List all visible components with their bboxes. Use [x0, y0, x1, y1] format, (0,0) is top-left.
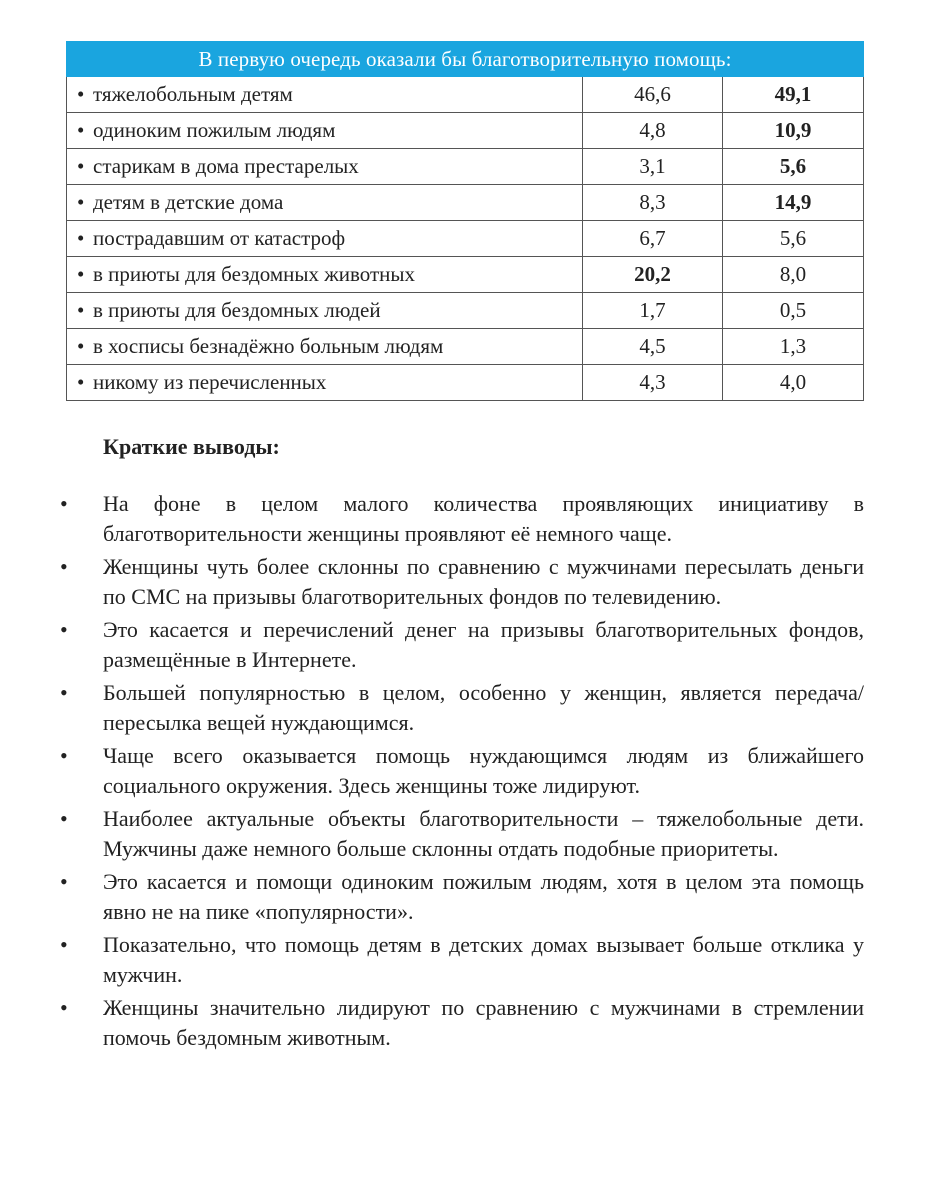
table-row	[67, 149, 864, 185]
value-cell-col1: 1,7	[583, 293, 723, 329]
conclusion-item	[60, 930, 864, 989]
row-label-cell	[67, 221, 583, 257]
value-cell-col2: 10,9	[723, 113, 864, 149]
table-row	[67, 77, 864, 113]
bullet-mark: •	[77, 190, 85, 214]
value-cell-col1: 8,3	[583, 185, 723, 221]
bullet-mark: •	[77, 226, 85, 250]
bullet-mark: •	[77, 262, 85, 286]
bullet-mark: •	[60, 743, 68, 768]
bullet-mark: •	[77, 154, 85, 178]
row-label: пострадавшим от катастроф	[93, 226, 346, 250]
conclusions-list	[60, 489, 864, 1056]
value-cell-col1: 20,2	[583, 257, 723, 293]
table-row	[67, 113, 864, 149]
conclusion-text: На фоне в целом малого количества проявляющих инициативу в благотворительности женщины проявляют её немного чаще.	[103, 491, 864, 546]
bullet-mark: •	[60, 617, 68, 642]
conclusion-text: Большей популярностью в целом, особенно у женщин, является передача/ пересылка вещей нуждающимся.	[103, 680, 864, 735]
row-label-cell	[67, 329, 583, 365]
row-label: тяжелобольным детям	[93, 82, 293, 106]
value-cell-col2: 14,9	[723, 185, 864, 221]
row-label-cell	[67, 293, 583, 329]
conclusion-text: Наиболее актуальные объекты благотворительности – тяжелобольные дети. Мужчины даже немного больше склонны отдать подобные приоритеты.	[103, 806, 864, 861]
summary-title: Краткие выводы:	[103, 434, 280, 459]
conclusion-item	[60, 804, 864, 863]
table-header-row	[67, 42, 864, 77]
bullet-mark: •	[77, 370, 85, 394]
conclusion-text: Показательно, что помощь детям в детских домах вызывает больше отклика у мужчин.	[103, 932, 864, 987]
row-label-cell	[67, 77, 583, 113]
row-label-cell	[67, 257, 583, 293]
table-row	[67, 221, 864, 257]
value-cell-col2: 4,0	[723, 365, 864, 401]
value-cell-col2: 1,3	[723, 329, 864, 365]
row-label-cell	[67, 365, 583, 401]
bullet-mark: •	[60, 806, 68, 831]
bullet-mark: •	[60, 491, 68, 516]
row-label: в приюты для бездомных животных	[93, 262, 416, 286]
value-cell-col2: 5,6	[723, 149, 864, 185]
row-label-cell	[67, 113, 583, 149]
conclusion-text: Женщины чуть более склонны по сравнению с мужчинами пересылать деньги по СМС на призывы благотворительных фондов по телевидению.	[103, 554, 864, 609]
value-cell-col1: 6,7	[583, 221, 723, 257]
table-row	[67, 293, 864, 329]
bullet-mark: •	[77, 118, 85, 142]
value-cell-col1: 4,8	[583, 113, 723, 149]
conclusion-text: Женщины значительно лидируют по сравнению с мужчинами в стремлении помочь бездомным животным.	[103, 995, 864, 1050]
conclusion-text: Это касается и перечислений денег на призывы благотворительных фондов, размещённые в Интернете.	[103, 617, 864, 672]
bullet-mark: •	[77, 334, 85, 358]
conclusion-item	[60, 552, 864, 611]
conclusion-item	[60, 741, 864, 800]
row-label: одиноким пожилым людям	[93, 118, 336, 142]
table-row	[67, 329, 864, 365]
table-row	[67, 365, 864, 401]
value-cell-col1: 46,6	[583, 77, 723, 113]
bullet-mark: •	[60, 932, 68, 957]
row-label-cell	[67, 149, 583, 185]
bullet-mark: •	[60, 869, 68, 894]
value-cell-col2: 5,6	[723, 221, 864, 257]
row-label: в приюты для бездомных людей	[93, 298, 381, 322]
row-label: детям в детские дома	[93, 190, 284, 214]
table-row	[67, 257, 864, 293]
value-cell-col2: 8,0	[723, 257, 864, 293]
conclusion-text: Это касается и помощи одиноким пожилым людям, хотя в целом эта помощь явно не на пике «популярности».	[103, 869, 864, 924]
charity-priority-table	[66, 41, 864, 401]
table-row	[67, 185, 864, 221]
conclusion-item	[60, 678, 864, 737]
bullet-mark: •	[60, 680, 68, 705]
bullet-mark: •	[77, 82, 85, 106]
value-cell-col2: 49,1	[723, 77, 864, 113]
row-label: в хосписы безнадёжно больным людям	[93, 334, 444, 358]
value-cell-col1: 4,3	[583, 365, 723, 401]
conclusion-item	[60, 867, 864, 926]
value-cell-col1: 4,5	[583, 329, 723, 365]
conclusion-item	[60, 489, 864, 548]
bullet-mark: •	[60, 554, 68, 579]
value-cell-col1: 3,1	[583, 149, 723, 185]
row-label-cell	[67, 185, 583, 221]
bullet-mark: •	[77, 298, 85, 322]
conclusion-text: Чаще всего оказывается помощь нуждающимся людям из ближайшего социального окружения. Здесь женщины тоже лидируют.	[103, 743, 864, 798]
conclusion-item	[60, 993, 864, 1052]
row-label: никому из перечисленных	[93, 370, 327, 394]
value-cell-col2: 0,5	[723, 293, 864, 329]
bullet-mark: •	[60, 995, 68, 1020]
row-label: старикам в дома престарелых	[93, 154, 359, 178]
table-header: В первую очередь оказали бы благотворительную помощь:	[67, 42, 864, 77]
conclusion-item	[60, 615, 864, 674]
